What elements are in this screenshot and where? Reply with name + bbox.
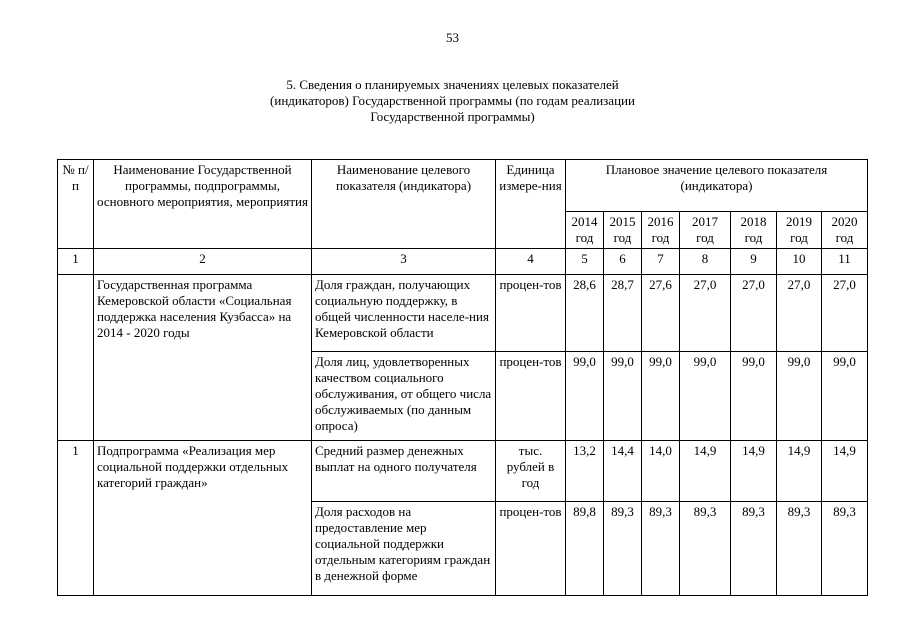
value-2017: 99,0	[680, 352, 731, 441]
section-title-line-2: (индикаторов) Государственной программы (по годам реализации	[270, 93, 635, 108]
row-num: 1	[58, 441, 94, 596]
row-unit: тыс. рублей в год	[496, 441, 566, 502]
header-num: № п/п	[58, 160, 94, 249]
value-2019: 89,3	[777, 502, 822, 596]
header-year-2018: 2018 год	[731, 212, 777, 249]
value-2019: 14,9	[777, 441, 822, 502]
section-title-line-3: Государственной программы)	[370, 109, 535, 124]
header-year-2016: 2016 год	[642, 212, 680, 249]
column-number: 2	[94, 249, 312, 275]
row-program-name: Подпрограмма «Реализация мер социальной поддержки отдельных категорий граждан»	[94, 441, 312, 596]
column-number: 5	[566, 249, 604, 275]
header-year-2020: 2020 год	[822, 212, 868, 249]
value-2020: 99,0	[822, 352, 868, 441]
column-number: 9	[731, 249, 777, 275]
value-2015: 14,4	[604, 441, 642, 502]
value-2014: 13,2	[566, 441, 604, 502]
value-2018: 99,0	[731, 352, 777, 441]
value-2014: 89,8	[566, 502, 604, 596]
value-2017: 89,3	[680, 502, 731, 596]
value-2016: 99,0	[642, 352, 680, 441]
header-year-2014: 2014 год	[566, 212, 604, 249]
row-indicator-name: Доля лиц, удовлетворенных качеством социального обслуживания, от общего числа обслуживаемых (по данным опроса)	[312, 352, 496, 441]
value-2015: 28,7	[604, 275, 642, 352]
value-2014: 99,0	[566, 352, 604, 441]
value-2018: 27,0	[731, 275, 777, 352]
value-2018: 89,3	[731, 502, 777, 596]
row-program-name: Государственная программа Кемеровской области «Социальная поддержка населения Кузбасса» на 2014 - 2020 годы	[94, 275, 312, 441]
header-program: Наименование Государственной программы, подпрограммы, основного мероприятия, мероприятия	[94, 160, 312, 249]
value-2016: 89,3	[642, 502, 680, 596]
page-number: 53	[446, 30, 459, 45]
row-indicator-name: Средний размер денежных выплат на одного получателя	[312, 441, 496, 502]
column-number: 7	[642, 249, 680, 275]
header-indicator: Наименование целевого показателя (индикатора)	[312, 160, 496, 249]
header-year-2017: 2017 год	[680, 212, 731, 249]
column-number: 1	[58, 249, 94, 275]
column-number-row	[58, 249, 868, 275]
row-indicator-name: Доля граждан, получающих социальную поддержку, в общей численности населе-ния Кемеровской области	[312, 275, 496, 352]
value-2015: 99,0	[604, 352, 642, 441]
value-2019: 27,0	[777, 275, 822, 352]
value-2017: 27,0	[680, 275, 731, 352]
column-number: 3	[312, 249, 496, 275]
value-2018: 14,9	[731, 441, 777, 502]
value-2020: 27,0	[822, 275, 868, 352]
column-number: 6	[604, 249, 642, 275]
value-2019: 99,0	[777, 352, 822, 441]
header-year-2019: 2019 год	[777, 212, 822, 249]
value-2014: 28,6	[566, 275, 604, 352]
value-2017: 14,9	[680, 441, 731, 502]
row-num	[58, 275, 94, 441]
column-number: 4	[496, 249, 566, 275]
header-planned-value: Плановое значение целевого показателя (индикатора)	[566, 160, 868, 212]
column-number: 11	[822, 249, 868, 275]
column-number: 10	[777, 249, 822, 275]
value-2016: 14,0	[642, 441, 680, 502]
value-2016: 27,6	[642, 275, 680, 352]
row-indicator-name: Доля расходов на предоставление мер социальной поддержки отдельным категориям граждан в денежной форме	[312, 502, 496, 596]
value-2020: 14,9	[822, 441, 868, 502]
value-2015: 89,3	[604, 502, 642, 596]
table-row	[58, 441, 868, 502]
row-unit: процен-тов	[496, 275, 566, 352]
section-title-line-1: 5. Сведения о планируемых значениях целевых показателей	[286, 77, 619, 92]
section-title	[0, 77, 905, 125]
indicators-table	[57, 159, 868, 596]
header-unit: Единица измере-ния	[496, 160, 566, 249]
header-year-2015: 2015 год	[604, 212, 642, 249]
table-row	[58, 275, 868, 352]
value-2020: 89,3	[822, 502, 868, 596]
header-row-1	[58, 160, 868, 212]
column-number: 8	[680, 249, 731, 275]
row-unit: процен-тов	[496, 502, 566, 596]
row-unit: процен-тов	[496, 352, 566, 441]
